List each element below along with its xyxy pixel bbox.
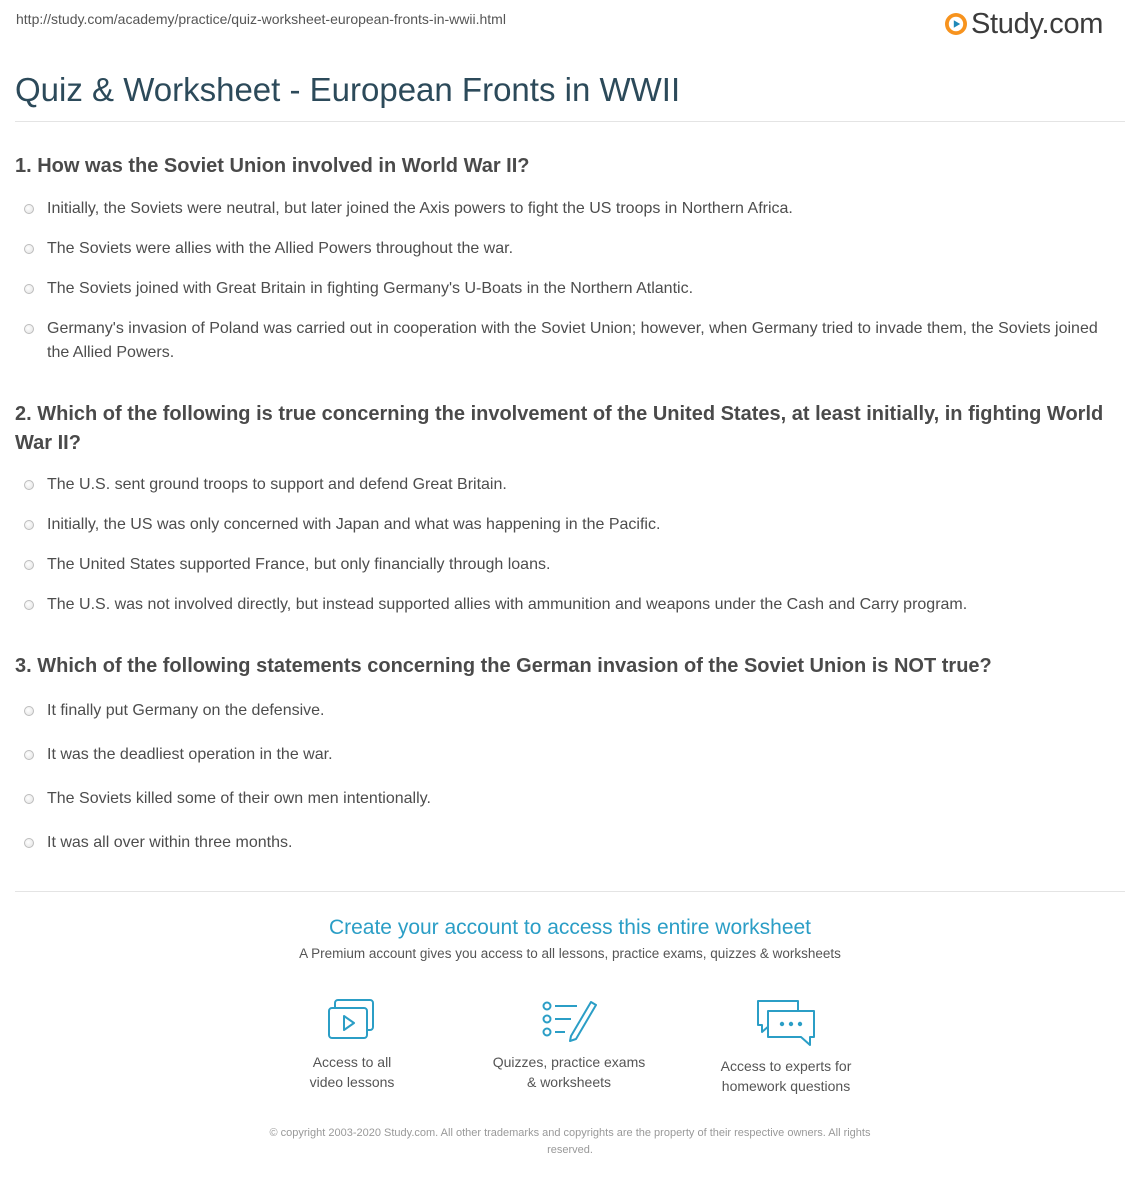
chat-bubbles-icon [754,998,818,1048]
title-divider [15,121,1125,122]
radio-button-icon[interactable] [24,600,34,610]
radio-button-icon[interactable] [24,838,34,848]
answer-option[interactable] [24,317,1114,365]
video-lessons-icon [326,998,378,1044]
radio-button-icon[interactable] [24,706,34,716]
answer-text: Initially, the Soviets were neutral, but later joined the Axis powers to fight the US troops in Northern Africa. [47,200,793,217]
copyright-line: © copyright 2003-2020 Study.com. All other trademarks and copyrights are the property of their respective owners. All rights [269,1127,871,1139]
answer-option[interactable] [24,473,1114,497]
answer-option[interactable] [24,237,1114,261]
feature-label-line: homework questions [721,1078,851,1094]
copyright-notice [210,1125,930,1159]
feature-quizzes [469,998,669,1092]
quiz-checklist-icon [541,998,597,1044]
logo-text: Study.com [971,8,1104,40]
feature-label [469,1052,669,1092]
answer-option[interactable] [24,553,1114,577]
feature-label [686,1056,886,1096]
answer-option[interactable] [24,277,1114,301]
premium-description: A Premium account gives you access to all lessons, practice exams, quizzes & worksheets [299,946,841,961]
radio-button-icon[interactable] [24,480,34,490]
copyright-line: reserved. [547,1144,593,1156]
answer-text: Initially, the US was only concerned with Japan and what was happening in the Pacific. [47,516,661,533]
radio-button-icon[interactable] [24,794,34,804]
study-logo[interactable] [944,9,1103,39]
page-title: Quiz & Worksheet - European Fronts in WWII [15,71,681,108]
page-url: http://study.com/academy/practice/quiz-worksheet-european-fronts-in-wwii.html [16,11,506,27]
feature-experts [686,998,886,1096]
radio-button-icon[interactable] [24,244,34,254]
answer-option[interactable] [24,787,1114,811]
question-text: 1. How was the Soviet Union involved in World War II? [15,155,530,177]
radio-button-icon[interactable] [24,204,34,214]
answer-text: It was the deadliest operation in the war. [47,746,333,763]
feature-label-line: Quizzes, practice exams [492,1054,646,1070]
answer-option[interactable] [24,593,1114,617]
answer-option[interactable] [24,197,1114,221]
answer-option[interactable] [24,743,1114,767]
feature-label-line: Access to all [312,1054,392,1070]
question-text: 2. Which of the following is true concerning the involvement of the United States, at least initially, in fighting World War II? [15,403,1104,454]
feature-video-lessons [252,998,452,1092]
radio-button-icon[interactable] [24,284,34,294]
answer-text: It finally put Germany on the defensive. [47,702,325,719]
radio-button-icon[interactable] [24,324,34,334]
answer-text: The Soviets were allies with the Allied Powers throughout the war. [47,240,514,257]
answer-option[interactable] [24,513,1114,537]
section-divider [15,891,1125,892]
answer-option[interactable] [24,831,1114,855]
feature-label-line: video lessons [309,1074,395,1090]
answer-option[interactable] [24,699,1114,723]
create-account-link[interactable]: Create your account to access this entire worksheet [328,916,812,939]
feature-label [252,1052,452,1092]
answer-text: Germany's invasion of Poland was carried out in cooperation with the Soviet Union; however, when Germany tried to invade them, the Soviets joined the Allied Powers. [47,320,1098,361]
answer-text: The U.S. was not involved directly, but instead supported allies with ammunition and weapons under the Cash and Carry program. [47,596,968,613]
answer-text: The Soviets joined with Great Britain in fighting Germany's U-Boats in the Northern Atlantic. [47,280,694,297]
study-logo-play-icon [944,12,968,36]
answer-text: The Soviets killed some of their own men intentionally. [47,790,431,807]
radio-button-icon[interactable] [24,520,34,530]
radio-button-icon[interactable] [24,560,34,570]
answer-text: The U.S. sent ground troops to support and defend Great Britain. [47,476,507,493]
answer-text: It was all over within three months. [47,834,293,851]
question-text: 3. Which of the following statements concerning the German invasion of the Soviet Union is NOT true? [15,655,992,677]
radio-button-icon[interactable] [24,750,34,760]
feature-label-line: Access to experts for [720,1058,852,1074]
answer-text: The United States supported France, but only financially through loans. [47,556,551,573]
feature-label-line: & worksheets [526,1074,612,1090]
